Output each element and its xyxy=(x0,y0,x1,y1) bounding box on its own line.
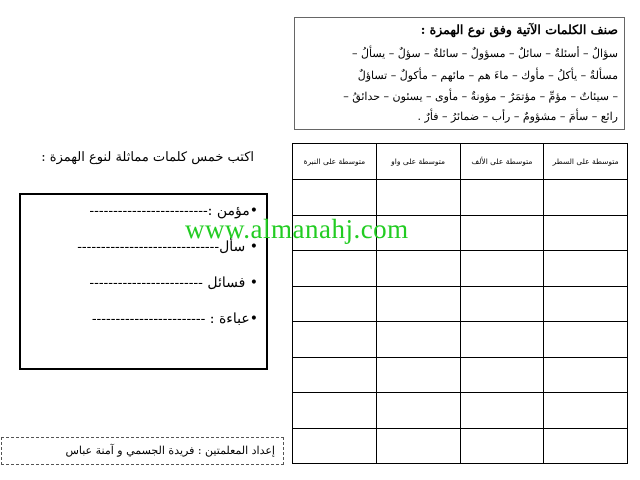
answer-line-1[interactable]: •مؤمن :------------------------- xyxy=(89,203,258,219)
answer-line-3[interactable]: • فسائل ------------------------ xyxy=(89,275,258,291)
table-cell[interactable] xyxy=(376,322,460,358)
word-line-4: رائع – سأمَ – مشؤومٌ – رأب – ضمائرُ – فأرٌ . xyxy=(417,110,618,123)
table-row xyxy=(293,251,628,287)
header-nabra: متوسطة على النبرة xyxy=(293,144,377,180)
table-cell[interactable] xyxy=(376,357,460,393)
word-line-1: سؤالٌ – أسئلةٌ – سائلٌ – مسؤولٌ – سائلةٌ – سؤلٌ – يسألُ – xyxy=(352,47,618,60)
table-cell[interactable] xyxy=(460,393,544,429)
table-cell[interactable] xyxy=(544,180,628,216)
header-line: متوسطة على السطر xyxy=(544,144,628,180)
table-cell[interactable] xyxy=(293,393,377,429)
table-cell[interactable] xyxy=(376,393,460,429)
header-waw: متوسطة على واو xyxy=(376,144,460,180)
words-title: صنف الكلمات الآتية وفق نوع الهمزة : xyxy=(420,22,618,37)
table-cell[interactable] xyxy=(544,215,628,251)
table-cell[interactable] xyxy=(460,428,544,464)
table-cell[interactable] xyxy=(460,286,544,322)
table-cell[interactable] xyxy=(544,286,628,322)
answer-line-4[interactable]: •عباءة : ------------------------ xyxy=(91,311,258,327)
word-line-3: – سيئاتٌ – مؤمِّ – مؤتمَرٌ – مؤونةٌ – مأوى – يسئون – حدائقُ – xyxy=(343,90,618,103)
table-cell[interactable] xyxy=(376,180,460,216)
table-cell[interactable] xyxy=(544,322,628,358)
watermark: www.almanahj.com xyxy=(185,214,409,244)
table-cell[interactable] xyxy=(544,428,628,464)
table-cell[interactable] xyxy=(544,393,628,429)
answer-line-2[interactable]: • سأل------------------------------ xyxy=(77,239,258,255)
table-cell[interactable] xyxy=(460,180,544,216)
table-row xyxy=(293,322,628,358)
classification-table xyxy=(292,143,628,464)
table-cell[interactable] xyxy=(293,180,377,216)
table-cell[interactable] xyxy=(293,251,377,287)
word-line-2: مسألةٌ – يأكلُ – مأوك – ماءَ هم – مائهم – مأكولٌ – تساؤلٌ xyxy=(357,69,618,82)
table-row xyxy=(293,286,628,322)
table-cell[interactable] xyxy=(293,322,377,358)
table-cell[interactable] xyxy=(293,428,377,464)
task-title: اكتب خمس كلمات مماثلة لنوع الهمزة : xyxy=(41,150,254,165)
table-cell[interactable] xyxy=(376,286,460,322)
table-cell[interactable] xyxy=(376,251,460,287)
table-cell[interactable] xyxy=(460,322,544,358)
credit-box xyxy=(1,437,284,465)
table-cell[interactable] xyxy=(544,251,628,287)
table-cell[interactable] xyxy=(460,357,544,393)
words-box xyxy=(294,17,625,130)
table-cell[interactable] xyxy=(293,357,377,393)
table-header-row xyxy=(293,144,628,180)
table-cell[interactable] xyxy=(544,357,628,393)
table-cell[interactable] xyxy=(460,251,544,287)
table-row xyxy=(293,357,628,393)
table-row xyxy=(293,428,628,464)
header-alif: متوسطة على الألف xyxy=(460,144,544,180)
table-row xyxy=(293,180,628,216)
table-cell[interactable] xyxy=(376,428,460,464)
table-row xyxy=(293,393,628,429)
table-cell[interactable] xyxy=(293,286,377,322)
table-cell[interactable] xyxy=(460,215,544,251)
credit-text: إعداد المعلمتين : فريدة الجسمي و آمنة عباس xyxy=(65,444,275,457)
